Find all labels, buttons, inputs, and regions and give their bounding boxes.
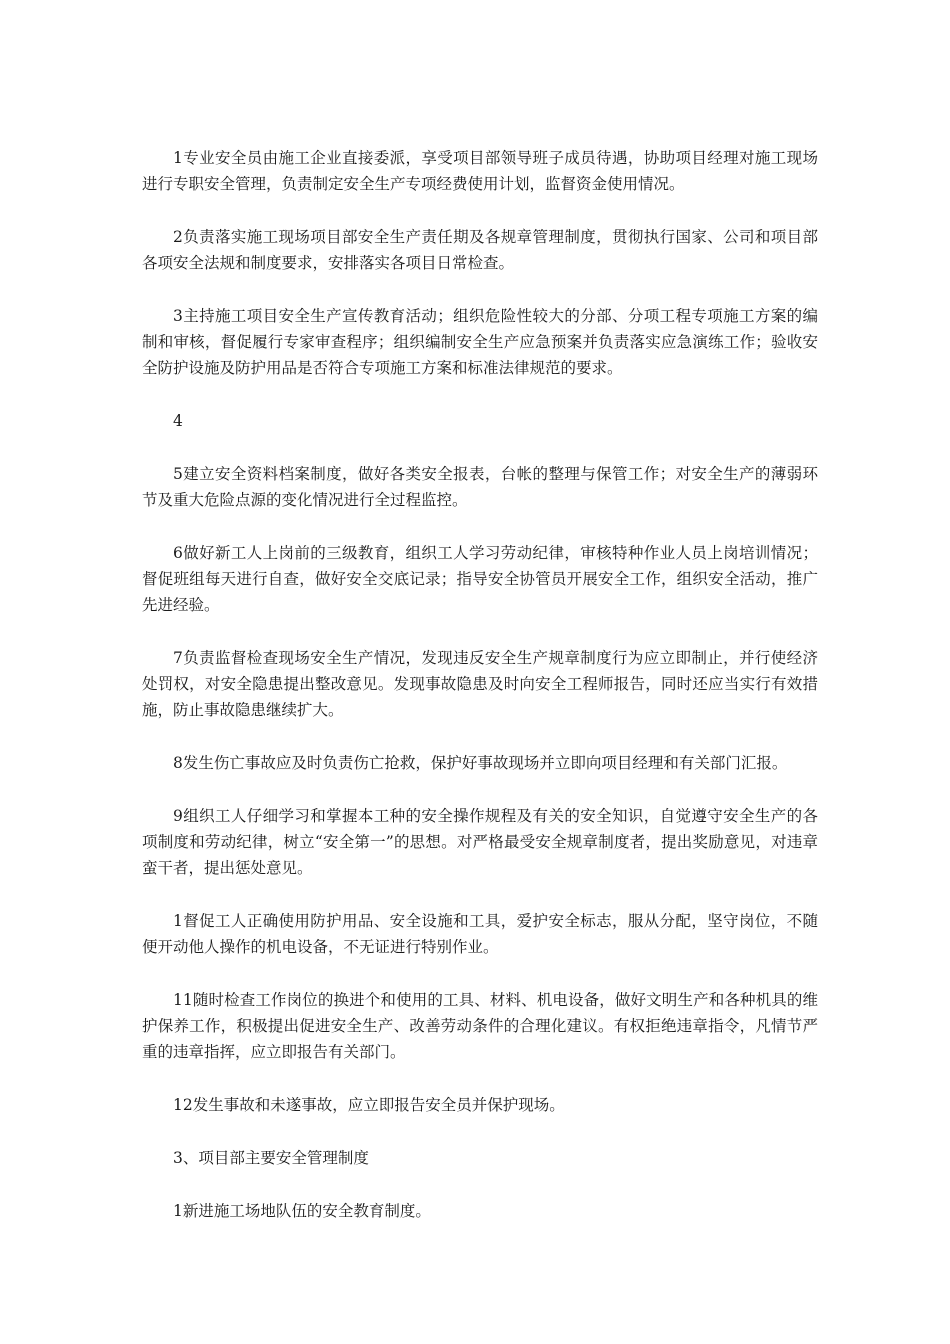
paragraph-5: 5建立安全资料档案制度，做好各类安全报表，台帐的整理与保管工作；对安全生产的薄弱环节及重大危险点源的变化情况进行全过程监控。 bbox=[142, 465, 818, 509]
paragraph-4: 4 bbox=[173, 412, 183, 430]
paragraph-1: 1专业安全员由施工企业直接委派，享受项目部领导班子成员待遇，协助项目经理对施工现场进行专职安全管理，负责制定安全生产专项经费使用计划，监督资金使用情况。 bbox=[142, 149, 818, 193]
paragraph-8: 8发生伤亡事故应及时负责伤亡抢救，保护好事故现场并立即向项目经理和有关部门汇报。 bbox=[173, 754, 788, 772]
paragraph-9: 9组织工人仔细学习和掌握本工种的安全操作规程及有关的安全知识，自觉遵守安全生产的各项制度和劳动纪律，树立“安全第一”的思想。对严格最受安全规章制度者，提出奖励意见，对违章蛮干者，提出惩处意见。 bbox=[142, 807, 818, 877]
paragraph-10: 1督促工人正确使用防护用品、安全设施和工具，爱护安全标志，服从分配，坚守岗位，不随便开动他人操作的机电设备，不无证进行特别作业。 bbox=[142, 912, 818, 956]
paragraph-2: 2负责落实施工现场项目部安全生产责任期及各规章管理制度，贯彻执行国家、公司和项目部各项安全法规和制度要求，安排落实各项目日常检查。 bbox=[142, 228, 818, 272]
document-body bbox=[142, 145, 818, 1251]
paragraph-6: 6做好新工人上岗前的三级教育，组织工人学习劳动纪律，审核特种作业人员上岗培训情况；督促班组每天进行自查，做好安全交底记录；指导安全协管员开展安全工作，组织安全活动，推广先进经验。 bbox=[142, 544, 818, 614]
paragraph-12: 12发生事故和未遂事故，应立即报告安全员并保护现场。 bbox=[173, 1096, 565, 1114]
paragraph-11: 11随时检查工作岗位的换进个和使用的工具、材料、机电设备，做好文明生产和各种机具的维护保养工作，积极提出促进安全生产、改善劳动条件的合理化建议。有权拒绝违章指令，凡情节严重的违章指挥，应立即报告有关部门。 bbox=[142, 991, 818, 1061]
paragraph-13: 1新进施工场地队伍的安全教育制度。 bbox=[173, 1202, 431, 1220]
section-heading: 3、项目部主要安全管理制度 bbox=[173, 1149, 369, 1167]
paragraph-3: 3主持施工项目安全生产宣传教育活动；组织危险性较大的分部、分项工程专项施工方案的编制和审核，督促履行专家审查程序；组织编制安全生产应急预案并负责落实应急演练工作；验收安全防护设施及防护用品是否符合专项施工方案和标准法律规范的要求。 bbox=[142, 307, 818, 377]
paragraph-7: 7负责监督检查现场安全生产情况，发现违反安全生产规章制度行为应立即制止，并行使经济处罚权，对安全隐患提出整改意见。发现事故隐患及时向安全工程师报告，同时还应当实行有效措施，防止事故隐患继续扩大。 bbox=[142, 649, 818, 719]
